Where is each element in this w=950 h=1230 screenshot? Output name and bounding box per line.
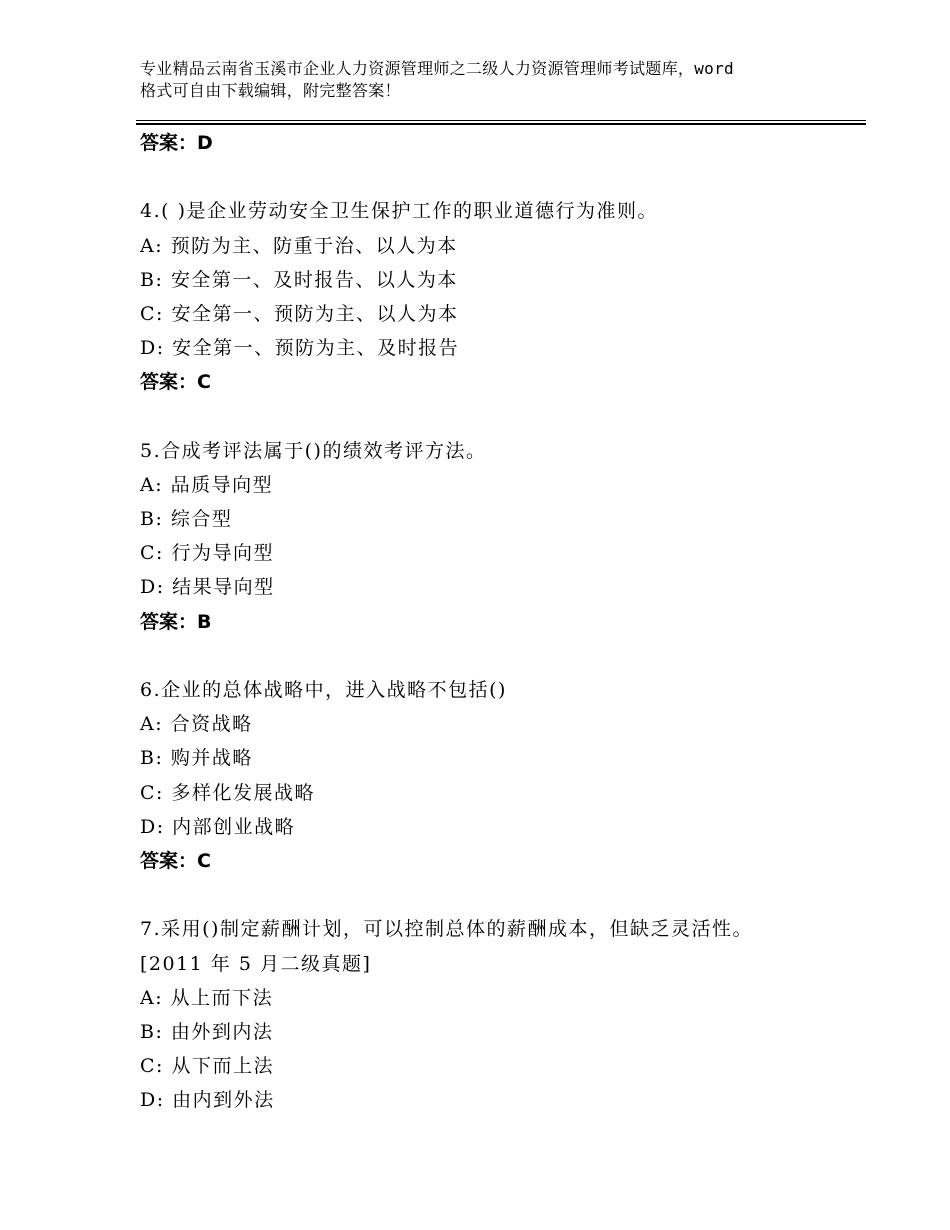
question-stem: 6.企业的总体战略中，进入战略不包括() (140, 679, 507, 701)
document-body (140, 126, 860, 1117)
answer-prev: 答案：D (140, 132, 213, 154)
option-d: D: 由内到外法 (140, 1089, 275, 1112)
option-b: B: 购并战略 (140, 747, 253, 770)
answer: 答案：C (140, 371, 211, 394)
page-header (140, 58, 830, 102)
option-a: A: 合资战略 (140, 713, 253, 736)
answer: 答案：C (140, 849, 211, 872)
header-line-1: 专业精品云南省玉溪市企业人力资源管理师之二级人力资源管理师考试题库，word (140, 59, 734, 78)
option-b: B: 综合型 (140, 508, 233, 531)
option-c: C: 安全第一、预防为主、以人为本 (140, 302, 459, 325)
header-rule-thick (136, 123, 866, 125)
option-a: A: 预防为主、防重于治、以人为本 (140, 234, 458, 257)
question-7 (140, 912, 860, 1117)
question-stem-source: [2011 年 5 月二级真题] (140, 952, 372, 975)
question-5 (140, 434, 860, 639)
question-6 (140, 673, 860, 878)
option-a: A: 品质导向型 (140, 473, 274, 496)
option-c: C: 多样化发展战略 (140, 781, 315, 804)
option-b: B: 安全第一、及时报告、以人为本 (140, 268, 458, 291)
option-c: C: 行为导向型 (140, 542, 274, 565)
option-c: C: 从下而上法 (140, 1055, 274, 1078)
option-a: A: 从上而下法 (140, 986, 274, 1009)
option-b: B: 由外到内法 (140, 1020, 274, 1043)
header-rule-thin (136, 120, 866, 121)
option-d: D: 结果导向型 (140, 576, 275, 599)
question-stem: 5.合成考评法属于()的绩效考评方法。 (140, 439, 487, 462)
option-d: D: 内部创业战略 (140, 815, 296, 838)
question-4 (140, 194, 860, 399)
question-stem: 4.( )是企业劳动安全卫生保护工作的职业道德行为准则。 (140, 200, 658, 223)
option-d: D: 安全第一、预防为主、及时报告 (140, 337, 460, 360)
header-line-2: 格式可自由下载编辑，附完整答案！ (140, 81, 401, 100)
question-stem: 7.采用()制定薪酬计划，可以控制总体的薪酬成本，但缺乏灵活性。 (140, 918, 753, 941)
answer: 答案：B (140, 610, 212, 633)
